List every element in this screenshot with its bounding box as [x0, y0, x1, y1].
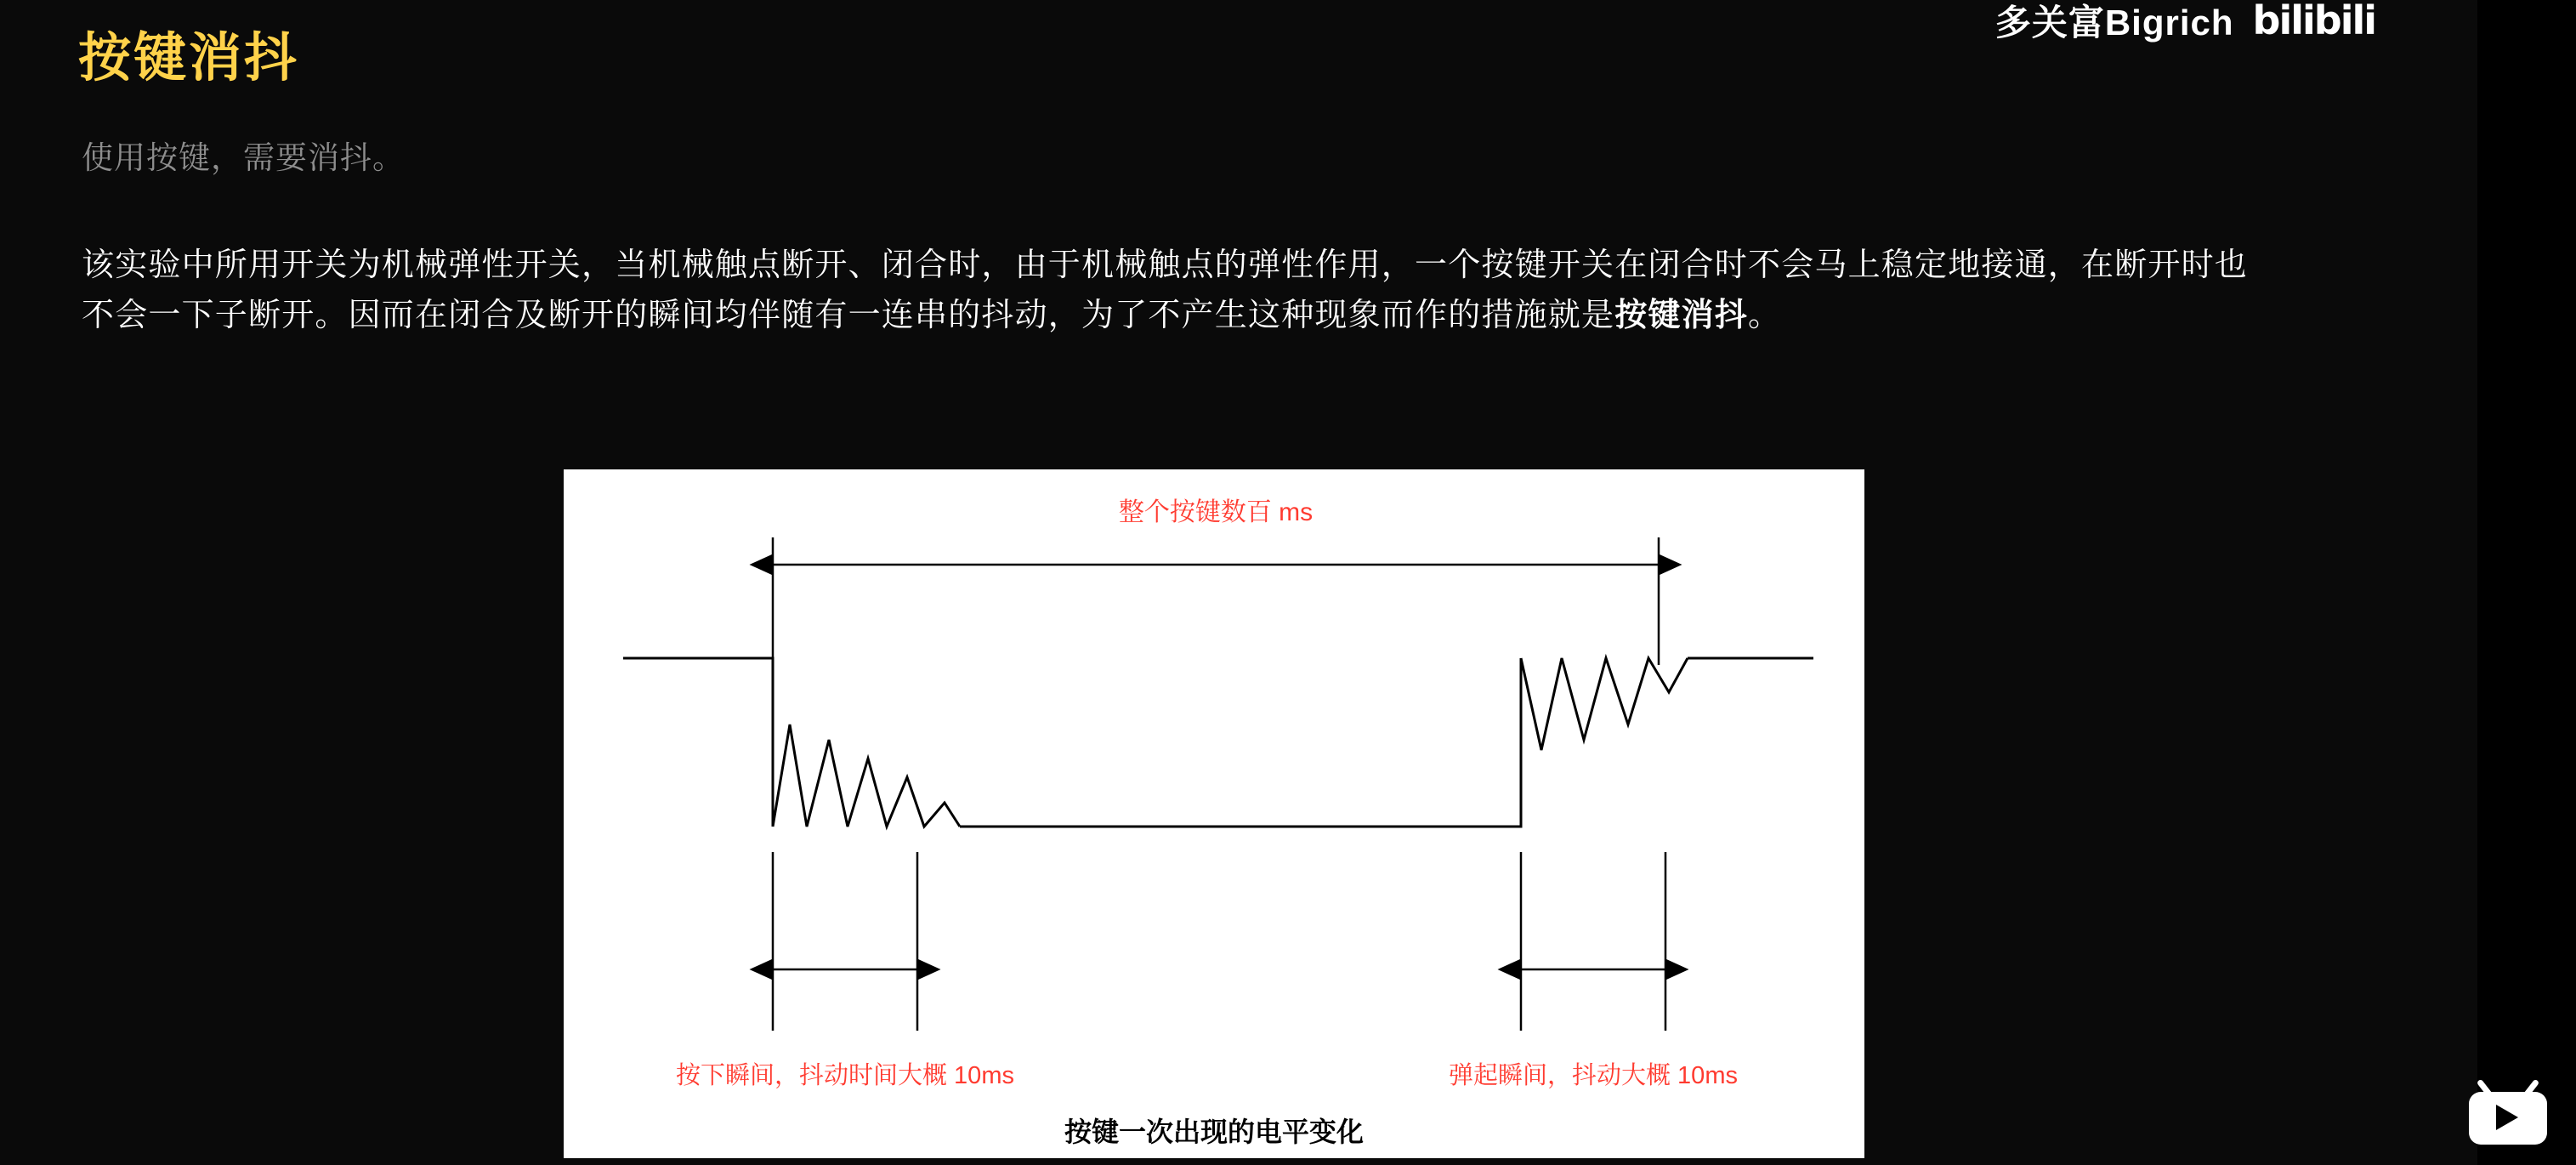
body-paragraph: [82, 241, 2258, 341]
waveform-figure: [564, 469, 1864, 1158]
figure-right-label: 弹起瞬间，抖动大概 10ms: [1449, 1062, 1738, 1089]
tv-body-icon: [2469, 1092, 2547, 1145]
page-subtitle: 使用按键，需要消抖。: [82, 140, 405, 175]
right-gutter: [2477, 0, 2576, 1165]
watermark: [1995, 0, 2375, 46]
page-title: 按键消抖: [78, 29, 300, 88]
figure-top-label: 整个按键数百 ms: [1118, 498, 1314, 526]
body-text-part-1: 该实验中所用开关为机械弹性开关，当机械触点断开、闭合时，由于机械触点的弹性作用，一个按键开关在闭合时不会马上稳定地接通，在断开时也不会一下子断开。因而在闭合及断开的瞬间均伴随有一连串的抖动，为了不产生这种现象而作的措施就是: [82, 247, 2249, 333]
watermark-author: 多关富Bigrich: [1994, 3, 2234, 43]
bilibili-tv-icon[interactable]: [2469, 1078, 2547, 1145]
bilibili-logo: bilibili: [2252, 0, 2375, 43]
body-text-part-2: 。: [1748, 297, 1782, 333]
play-triangle-icon: [2496, 1105, 2518, 1130]
figure-left-label: 按下瞬间，抖动时间大概 10ms: [676, 1062, 1014, 1089]
figure-caption: 按键一次出现的电平变化: [1064, 1117, 1365, 1147]
body-text-emphasis: 按键消抖: [1614, 297, 1749, 333]
